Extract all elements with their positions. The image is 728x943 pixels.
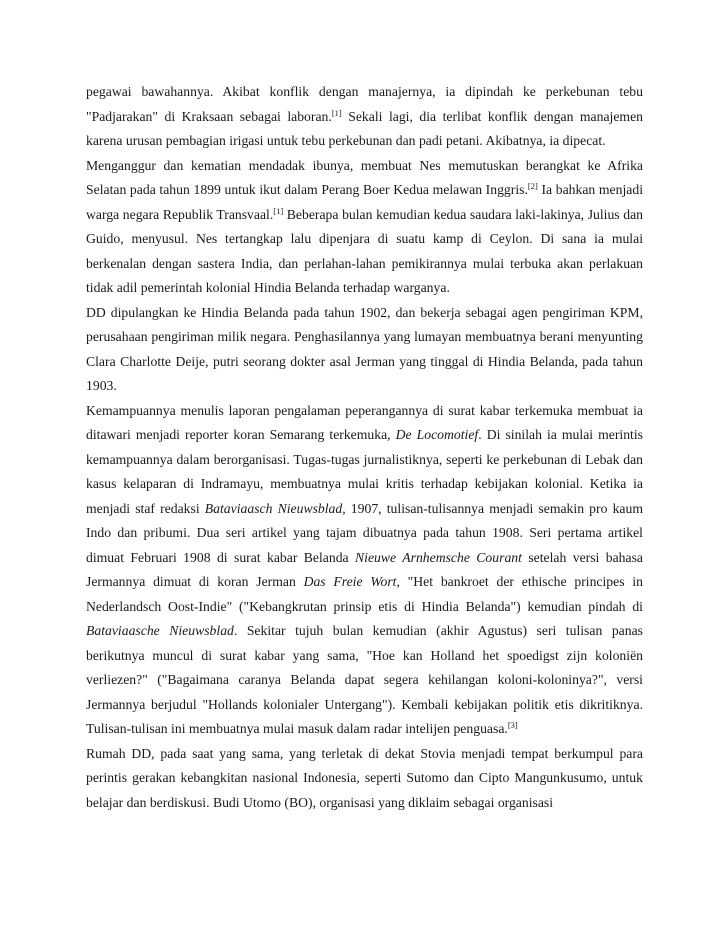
text-run: Menganggur dan kematian mendadak ibunya, membuat Nes memutuskan berangkat ke Afrika Selatan pada tahun 1899 untuk ikut dalam Perang Boer Kedua melawan Inggris. <box>86 157 643 197</box>
italic-title: Nieuwe Arnhemsche Courant <box>355 549 522 565</box>
text-run: . Di sinilah ia mulai merintis kemampuannya dalam berorganisasi. Tugas-tugas jurnalistiknya, seperti ke perkebunan di Lebak dan kasus kelaparan di Indramayu, membuatnya mulai kritis terhadap kebijakan kolonial. Ketika ia menjadi staf redaksi <box>86 427 643 516</box>
text-run: Sekali lagi, dia terlibat konflik dengan manajemen karena urusan pembagian irigasi untuk tebu perkebunan dan padi petani. Akibatnya, ia dipecat. <box>86 108 643 148</box>
text-run: Ia bahkan menjadi warga negara Republik Transvaal. <box>86 182 644 222</box>
paragraph-5 <box>86 742 643 816</box>
paragraph-2 <box>86 154 643 301</box>
paragraph-4 <box>86 399 643 742</box>
text-run: , 1907, tulisan-tulisannya menjadi semakin pro kaum Indo dan pribumi. Dua seri artikel yang tajam dibuatnya pada tahun 1908. Seri pertama artikel dimuat Februari 1908 di surat kabar Belanda <box>86 500 643 565</box>
paragraph-1 <box>86 80 643 154</box>
text-run: Beberapa bulan kemudian kedua saudara laki-lakinya, Julius dan Guido, menyusul. Nes tertangkap lalu dipenjara di suatu kamp di Ceylon. Di sana ia mulai berkenalan dengan sastera India, dan perlahan-lahan pemikirannya mulai terbuka akan perlakuan tidak adil pemerintah kolonial Hindia Belanda terhadap warganya. <box>86 206 643 295</box>
citation-link[interactable]: [2] <box>527 181 538 191</box>
text-run: , "Het bankroet der ethische principes in Nederlandsch Oost-Indie" ("Kebangkrutan prinsip etis di Hindia Belanda") kemudian pindah di <box>86 574 643 614</box>
text-run: . Sekitar tujuh bulan kemudian (akhir Agustus) seri tulisan panas berikutnya muncul di surat kabar yang sama, "Hoe kan Holland het spoedigst zijn koloniën verliezen?" ("Bagaimana caranya Belanda dapat segera kehilangan koloni-koloninya?", versi Jermannya berjudul "Hollands kolonialer Untergang"). Kembali kebijakan politik etis dikritiknya. Tulisan-tulisan ini membuatnya mulai masuk dalam radar intelijen penguasa. <box>86 623 643 736</box>
italic-title: De Locomotief <box>395 427 479 442</box>
citation-link[interactable]: [1] <box>331 107 342 118</box>
citation-link[interactable]: [3] <box>507 720 518 730</box>
text-run: Rumah DD, pada saat yang sama, yang terletak di dekat Stovia menjadi tempat berkumpul para perintis gerakan kebangkitan nasional Indonesia, seperti Sutomo dan Cipto Mangunkusumo, untuk belajar dan berdiskusi. Budi Utomo (BO), organisasi yang diklaim sebagai organisasi <box>86 745 643 810</box>
text-run: Kemampuannya menulis laporan pengalaman peperangannya di surat kabar terkemuka membuat ia ditawari menjadi reporter koran Semarang terkemuka, <box>86 402 643 442</box>
paragraph-3 <box>86 301 643 399</box>
italic-title: Bataviaasche Nieuwsblad <box>86 623 234 638</box>
text-run: pegawai bawahannya. Akibat konflik dengan manajernya, ia dipindah ke perkebunan tebu "Padjarakan" di Kraksaan sebagai laboran. <box>86 84 643 124</box>
citation-link[interactable]: [1] <box>273 205 284 216</box>
text-run: DD dipulangkan ke Hindia Belanda pada tahun 1902, dan bekerja sebagai agen pengiriman KPM, perusahaan pengiriman milik negara. Penghasilannya yang lumayan membuatnya berani menyunting Clara Charlotte Deije, putri seorang dokter asal Jerman yang tinggal di Hindia Belanda, pada tahun 1903. <box>86 304 643 393</box>
italic-title: Das Freie Wort <box>303 574 397 589</box>
body-text <box>86 80 643 815</box>
italic-title: Bataviaasch Nieuwsblad <box>204 500 343 516</box>
text-run: setelah versi bahasa Jermannya dimuat di koran Jerman <box>86 549 643 589</box>
